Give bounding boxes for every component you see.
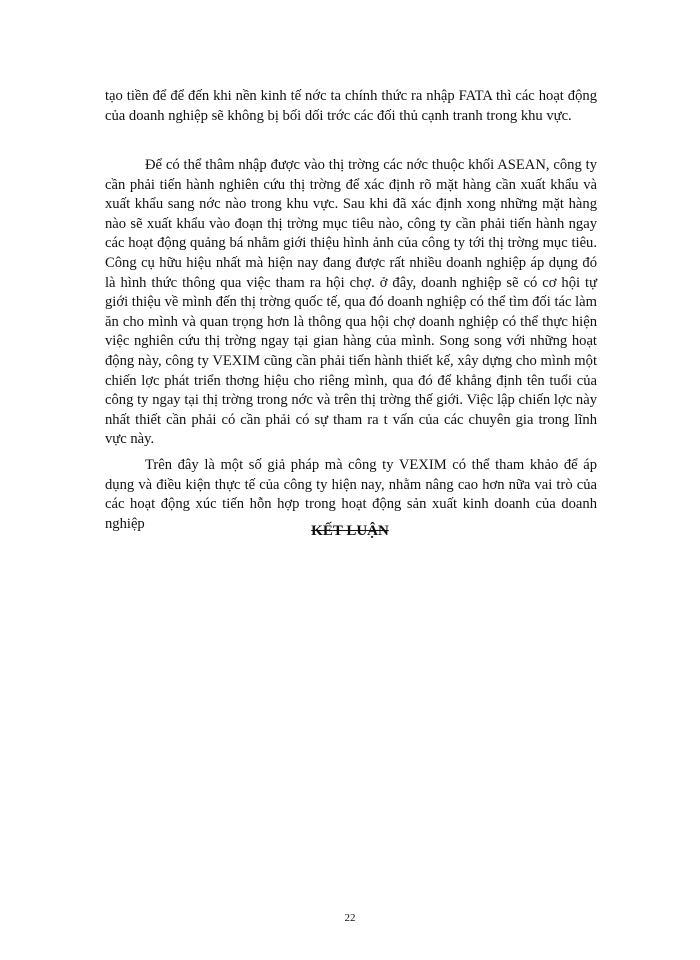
page-number: 22: [344, 912, 356, 924]
paragraph-intro: tạo tiền để để đến khi nền kinh tế nớc ta chính thức ra nhập FATA thì các hoạt động của doanh nghiệp sẽ không bị bối dối trớc các đối thủ cạnh tranh trong khu vực.: [105, 88, 597, 124]
paragraph-market-entry: Để có thể thâm nhập được vào thị trờng các nớc thuộc khối ASEAN, công ty cần phải tiến hành nghiên cứu thị trờng để xác định rõ mặt hàng cần xuất khẩu và xuất khẩu sang nớc nào trong khu vực. Sau khi đã xác định xong những mặt hàng nào sẽ xuất khẩu vào đoạn thị trờng mục tiêu nào, công ty cần phải tiến hành ngay các hoạt động quảng bá nhằm giới thiệu hình ảnh của công ty tới thị trờng mục tiêu. Công cụ hữu hiệu nhất mà hiện nay đang được rất nhiều doanh nghiệp áp dụng đó là hình thức thông qua việc tham ra hội chợ. ở đây, doanh nghiệp sẽ có cơ hội tự giới thiệu về mình đến thị trờng quốc tế, qua đó doanh nghiệp có thể tìm đối tác làm ăn cho mình và quan trọng hơn là thông qua hội chợ doanh nghiệp có thể thực hiện việc nghiên cứu thị trờng ngay tại gian hàng của mình. Song song với những hoạt động này, công ty VEXIM cũng cần phải tiến hành thiết kế, xây dựng cho mình một chiến lợc phát triển thơng hiệu cho riêng mình, qua đó để khẳng định tên tuổi của công ty ngay tại thị trờng trong nớc và trên thị trờng thế giới. Việc lập chiến lợc này nhất thiết cần phải có cần phải có sự tham ra t vấn của các chuyên gia trong lĩnh vực này.: [105, 157, 597, 448]
paragraph-summary: Trên đây là một số giả pháp mà công ty VEXIM có thể tham khảo để áp dụng và điều kiện thực tế của công ty hiện nay, nhằm nâng cao hơn nữa vai trò của các hoạt động xúc tiến hỗn hợp trong hoạt động sản xuất kinh doanh của doanh nghiệp: [105, 457, 597, 532]
section-heading-conclusion: KẾT LUẬN: [311, 523, 389, 539]
